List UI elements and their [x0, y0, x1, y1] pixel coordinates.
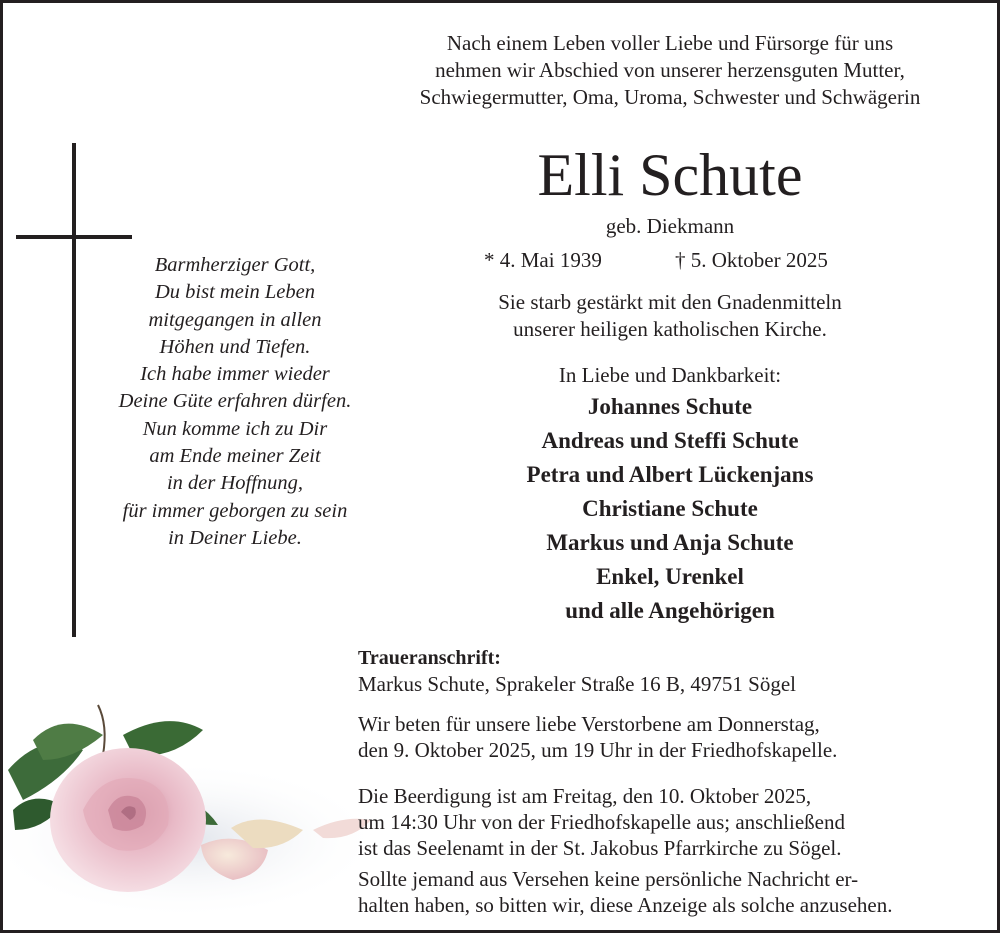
prayer-line: den 9. Oktober 2025, um 19 Uhr in der Friedhofskapelle. [358, 738, 838, 762]
funeral-info [358, 783, 988, 861]
poem-line: Nun komme ich zu Dir [142, 417, 328, 440]
intro-line: Schwiegermutter, Oma, Uroma, Schwester und Schwägerin [419, 85, 921, 109]
death-date: † 5. Oktober 2025 [675, 248, 828, 272]
mourner-name: und alle Angehörigen [565, 598, 775, 623]
funeral-line: ist das Seelenamt in der St. Jakobus Pfarrkirche zu Sögel. [358, 836, 842, 860]
intro-line: nehmen wir Abschied von unserer herzensguten Mutter, [435, 58, 905, 82]
prayer-info [358, 711, 988, 763]
notice-info [358, 866, 988, 918]
mourner-name: Johannes Schute [587, 394, 753, 419]
poem-line: Ich habe immer wieder [140, 363, 330, 386]
mourner-name: Petra und Albert Lückenjans [526, 462, 814, 487]
prayer-line: Wir beten für unsere liebe Verstorbene am Donnerstag, [358, 712, 820, 736]
rose-image [3, 690, 373, 930]
mourner-name: Enkel, Urenkel [596, 564, 744, 589]
faith-line: Sie starb gestärkt mit den Gnadenmitteln [498, 290, 842, 314]
cross-icon [72, 143, 76, 637]
poem-line: Höhen und Tiefen. [159, 335, 311, 358]
intro-line: Nach einem Leben voller Liebe und Fürsorge für uns [446, 31, 894, 55]
funeral-line: um 14:30 Uhr von der Friedhofskapelle aus; anschließend [358, 810, 845, 834]
poem-line: am Ende meiner Zeit [149, 445, 321, 468]
mourners-list [440, 390, 900, 628]
maiden-name: geb. Diekmann [605, 214, 735, 238]
funeral-line: Die Beerdigung ist am Freitag, den 10. Oktober 2025, [358, 784, 812, 808]
deceased-name: Elli Schute [537, 142, 803, 208]
faith-statement [440, 289, 900, 343]
poem-line: mitgegangen in allen [148, 308, 322, 331]
cross-icon-crossbar [16, 235, 132, 239]
address-value: Markus Schute, Sprakeler Straße 16 B, 49751 Sögel [358, 672, 797, 696]
poem-line: in der Hoffnung, [166, 472, 304, 495]
mourner-name: Andreas und Steffi Schute [541, 428, 799, 453]
poem-line: Barmherziger Gott, [154, 254, 316, 276]
mourner-name: Christiane Schute [582, 496, 758, 521]
faith-line: unserer heiligen katholischen Kirche. [513, 317, 827, 341]
address-label: Traueranschrift: [358, 647, 501, 669]
birth-date: * 4. Mai 1939 [484, 248, 602, 272]
poem-line: Du bist mein Leben [155, 281, 315, 304]
poem-line: Deine Güte erfahren dürfen. [118, 390, 352, 413]
intro-text [360, 30, 980, 111]
poem-line: in Deiner Liebe. [168, 526, 302, 549]
notice-line: Sollte jemand aus Versehen keine persönliche Nachricht er- [358, 867, 859, 891]
notice-line: halten haben, so bitten wir, diese Anzeige als solche anzusehen. [358, 893, 893, 917]
poem [95, 252, 375, 552]
mourner-name: Markus und Anja Schute [546, 530, 794, 555]
poem-line: für immer geborgen zu sein [122, 499, 348, 522]
mourners-intro: In Liebe und Dankbarkeit: [558, 363, 782, 387]
